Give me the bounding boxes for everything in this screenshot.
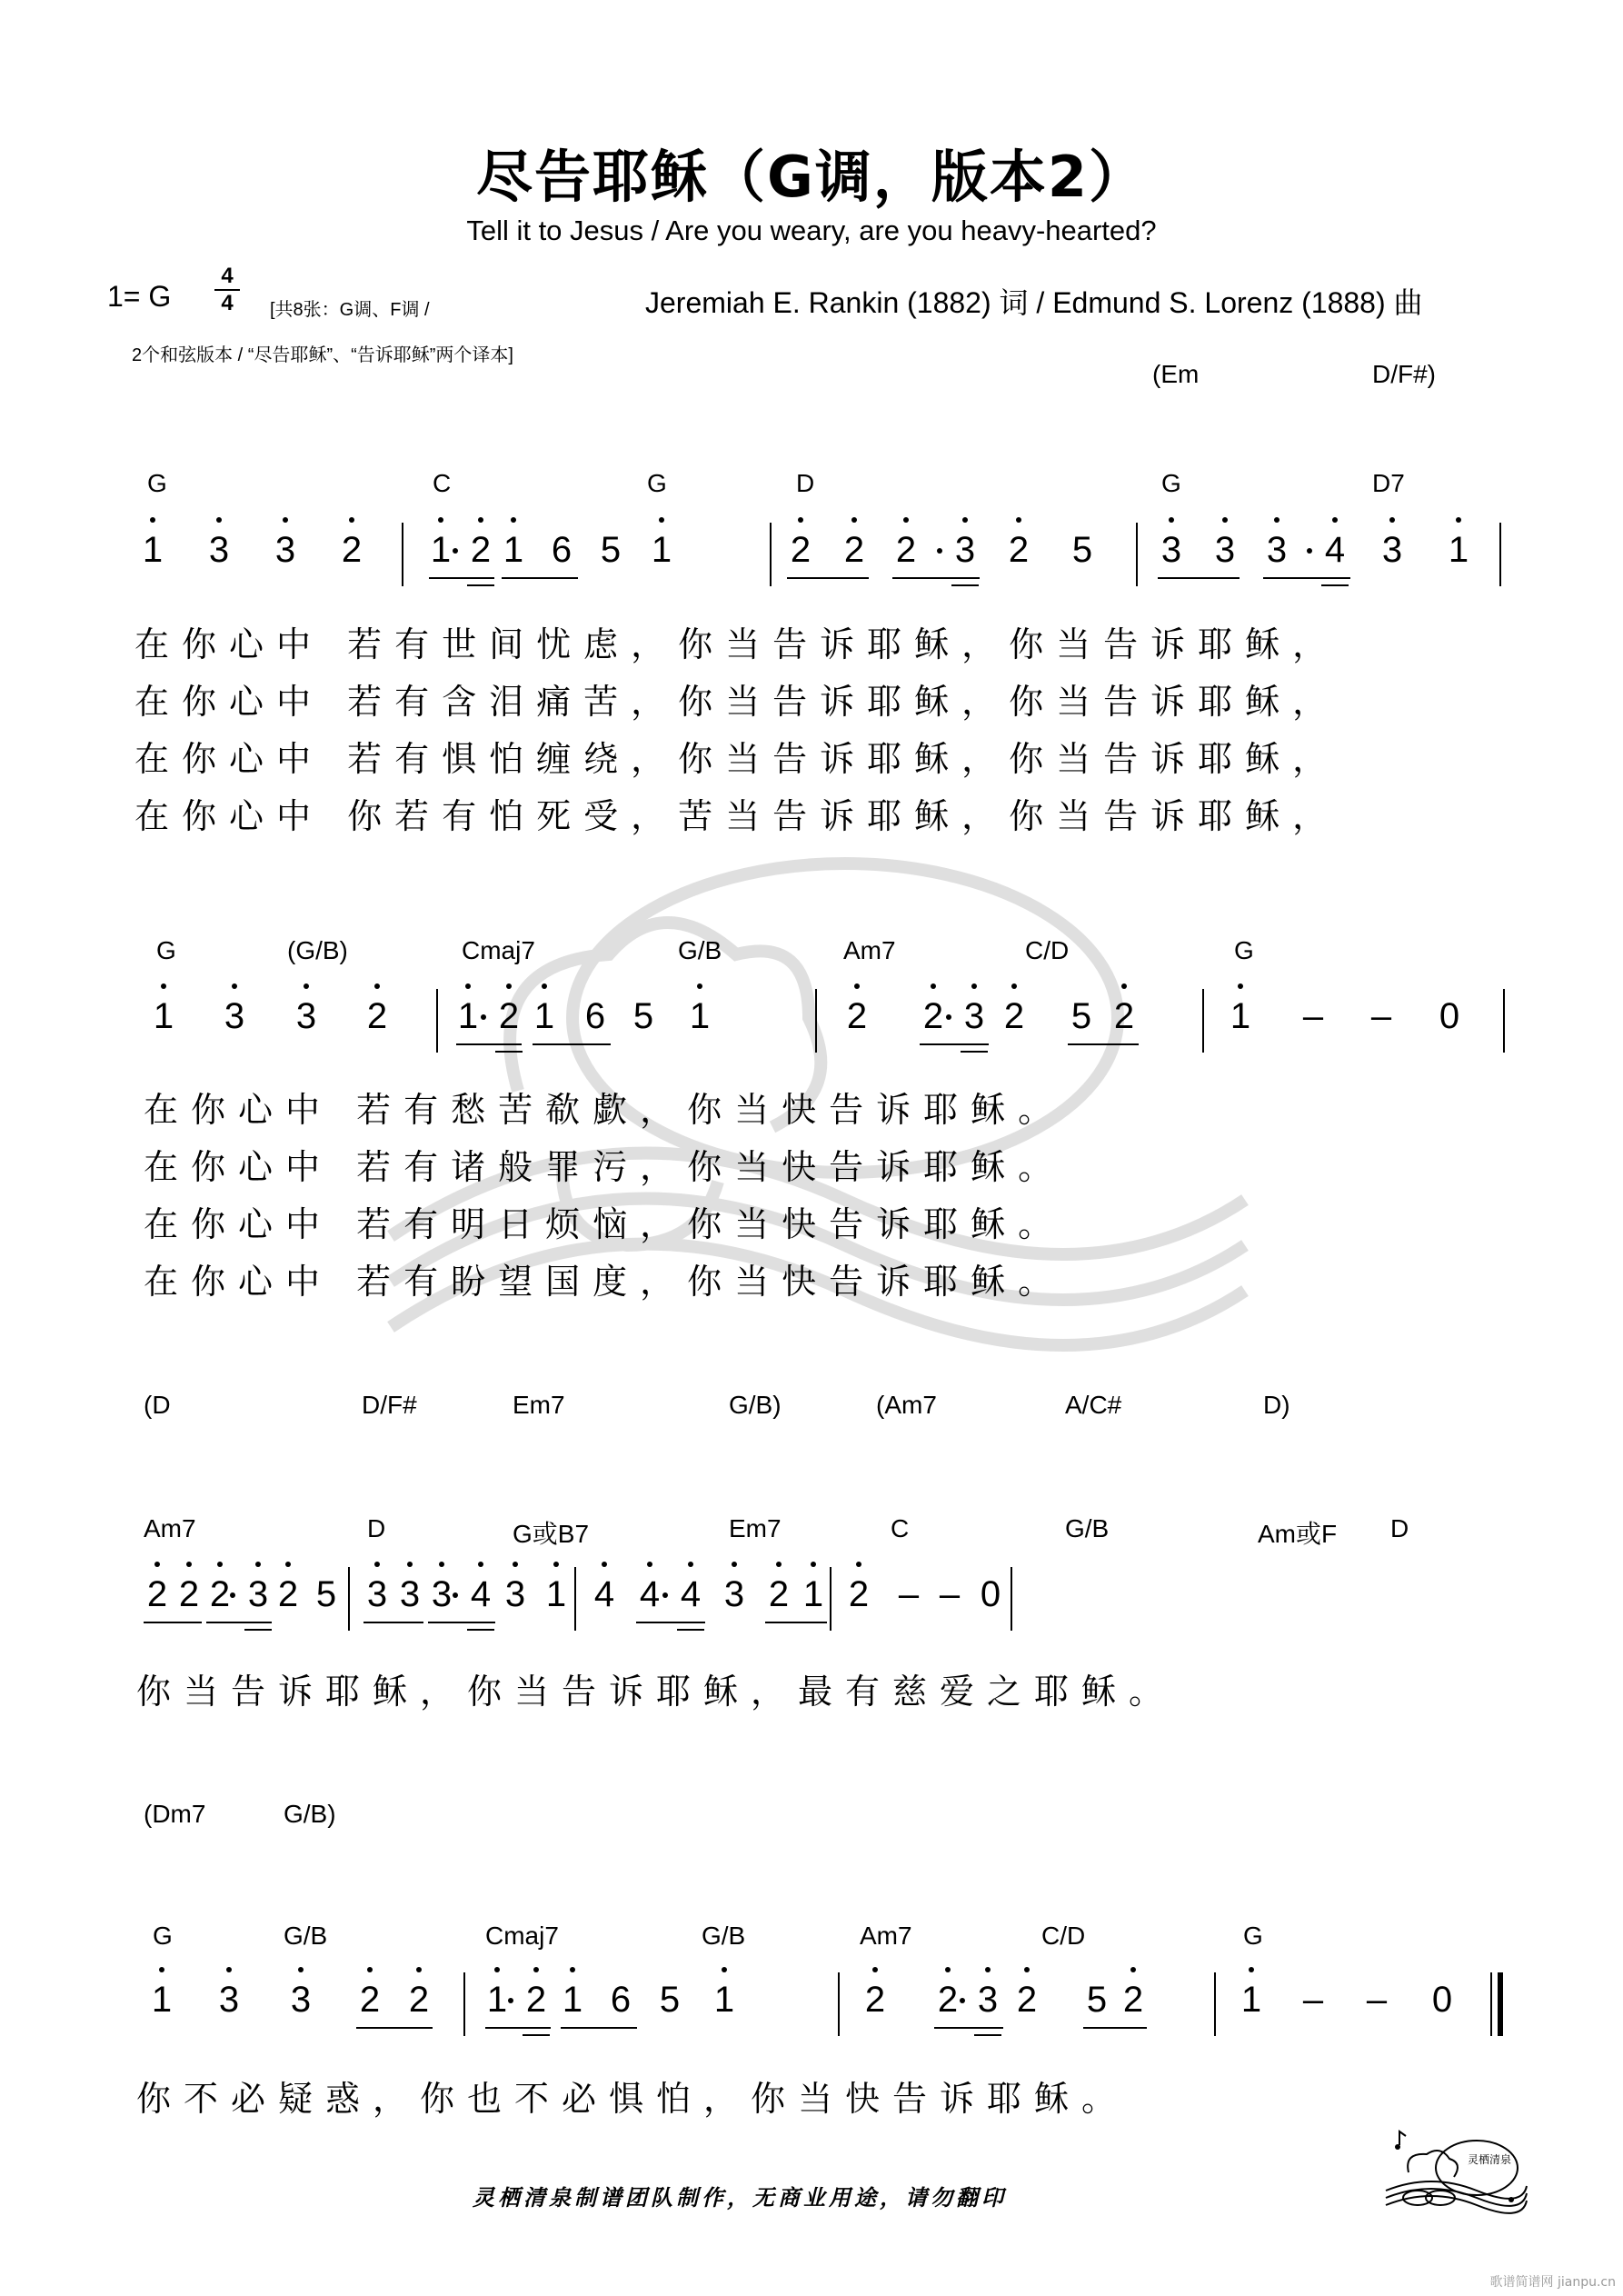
- alt-chord: G/B): [284, 1800, 336, 1828]
- lyric-line-chorus: 你当告诉耶稣，你当告诉耶稣，最有慈爱之耶稣。: [136, 1672, 1177, 1712]
- lyric-line-verse2: 在你心中 若有诸般罪污，你当快告诉耶稣。: [144, 1147, 1066, 1187]
- version-note-line1: [共8张：G调、F调 /: [270, 300, 430, 320]
- alt-chord: G/B): [729, 1391, 782, 1419]
- chord-label: G: [156, 936, 176, 964]
- footer-credit: 灵栖清泉制谱团队制作，无商业用途，请勿翻印: [473, 2184, 1007, 2211]
- alt-chord: (Em: [1152, 360, 1200, 388]
- version-note-line2: 2个和弦版本 / “尽告耶稣”、“告诉耶稣”两个译本]: [132, 345, 513, 365]
- lyric-line-verse3: 在你心中 若有明日烦恼，你当快告诉耶稣。: [144, 1204, 1066, 1244]
- notation-staff: 2 2 2 3 2 5 3 3 3 4 3 1 4 4 4 3 2 1 2 – – 0: [0, 1549, 1623, 1631]
- lyric-line-verse1: 在你心中 若有世间忧虑，你当告诉耶稣，你当告诉耶稣，: [134, 624, 1340, 664]
- chord-label: G: [647, 469, 667, 497]
- alt-chord: D/F#: [362, 1391, 417, 1419]
- chord-label: G: [1243, 1922, 1263, 1950]
- chord-label: Am或F: [1258, 1520, 1338, 1548]
- time-signature-bottom: 4: [221, 291, 234, 315]
- chord-label: G: [147, 469, 167, 497]
- page-title: 尽告耶稣（G调，版本2）: [475, 144, 1148, 210]
- chord-label: Cmaj7: [462, 936, 535, 964]
- key-signature: 1= G: [107, 280, 172, 313]
- chord-label: G或B7: [513, 1520, 590, 1548]
- authors-credit: Jeremiah E. Rankin (1882) 词 / Edmund S. Lorenz (1888) 曲: [645, 286, 1423, 319]
- chord-label: G/B: [1065, 1514, 1110, 1542]
- english-subtitle: Tell it to Jesus / Are you weary, are you heavy-hearted?: [466, 215, 1157, 246]
- chord-label: G: [1234, 936, 1254, 964]
- chord-label: C/D: [1025, 936, 1070, 964]
- lyric-line-verse2: 在你心中 若有含泪痛苦，你当告诉耶稣，你当告诉耶稣，: [134, 682, 1340, 722]
- lyric-line-verse4: 在你心中 你若有怕死受，苦当告诉耶稣，你当告诉耶稣，: [134, 796, 1340, 836]
- alt-chord: D): [1263, 1391, 1290, 1419]
- lyric-line-verse1: 在你心中 若有愁苦欷歔，你当快告诉耶稣。: [144, 1090, 1066, 1130]
- chord-label: Am7: [843, 936, 896, 964]
- alt-chord: Em7: [513, 1391, 565, 1419]
- chord-label: D: [367, 1514, 386, 1542]
- chord-label: Am7: [860, 1922, 912, 1950]
- notation-staff: 1 3 3 2 1 2 1 6 5 1 2 2 3 2 5 2 1 – – 0: [0, 971, 1623, 1053]
- alt-chord: (D: [144, 1391, 171, 1419]
- chord-label: G/B: [702, 1922, 746, 1950]
- time-signature: [214, 265, 240, 314]
- alt-chord: (Am7: [876, 1391, 937, 1419]
- site-watermark: 歌谱简谱网 jianpu.cn: [1489, 2275, 1616, 2290]
- alt-chord: A/C#: [1065, 1391, 1122, 1419]
- alt-chord: (Dm7: [144, 1800, 206, 1828]
- lyric-line-verse3: 在你心中 若有惧怕缠绕，你当告诉耶稣，你当告诉耶稣，: [134, 739, 1340, 779]
- chord-label: G/B: [284, 1922, 328, 1950]
- logo-text: 灵栖清泉: [1468, 2153, 1512, 2166]
- chord-label: Cmaj7: [485, 1922, 559, 1950]
- notation-staff: 1 3 3 2 1 2 1 6 5 1 2 2 2 3 2 5 3 3 3 4 3 1: [0, 504, 1623, 586]
- notation-staff: 1 3 3 2 2 1 2 1 6 5 1 2 2 3 2 5 2 1 – – 0: [0, 1954, 1623, 2036]
- lyric-line-ending: 你不必疑惑，你也不必惧怕，你当快告诉耶稣。: [136, 2079, 1130, 2119]
- sheep-logo-icon: [1377, 2127, 1531, 2218]
- alt-chord: D/F#): [1372, 360, 1436, 388]
- chord-label: D7: [1372, 469, 1405, 497]
- time-signature-top: 4: [221, 264, 234, 288]
- chord-label: C: [433, 469, 452, 497]
- chord-label: G/B: [678, 936, 722, 964]
- chord-label: (G/B): [287, 936, 348, 964]
- chord-label: Em7: [729, 1514, 782, 1542]
- chord-label: C/D: [1041, 1922, 1086, 1950]
- chord-label: G: [1161, 469, 1181, 497]
- lyric-line-verse4: 在你心中 若有盼望国度，你当快告诉耶稣。: [144, 1262, 1066, 1302]
- chord-label: G: [153, 1922, 173, 1950]
- chord-label: Am7: [144, 1514, 196, 1542]
- chord-label: C: [891, 1514, 910, 1542]
- chord-label: D: [796, 469, 815, 497]
- chord-label: D: [1390, 1514, 1409, 1542]
